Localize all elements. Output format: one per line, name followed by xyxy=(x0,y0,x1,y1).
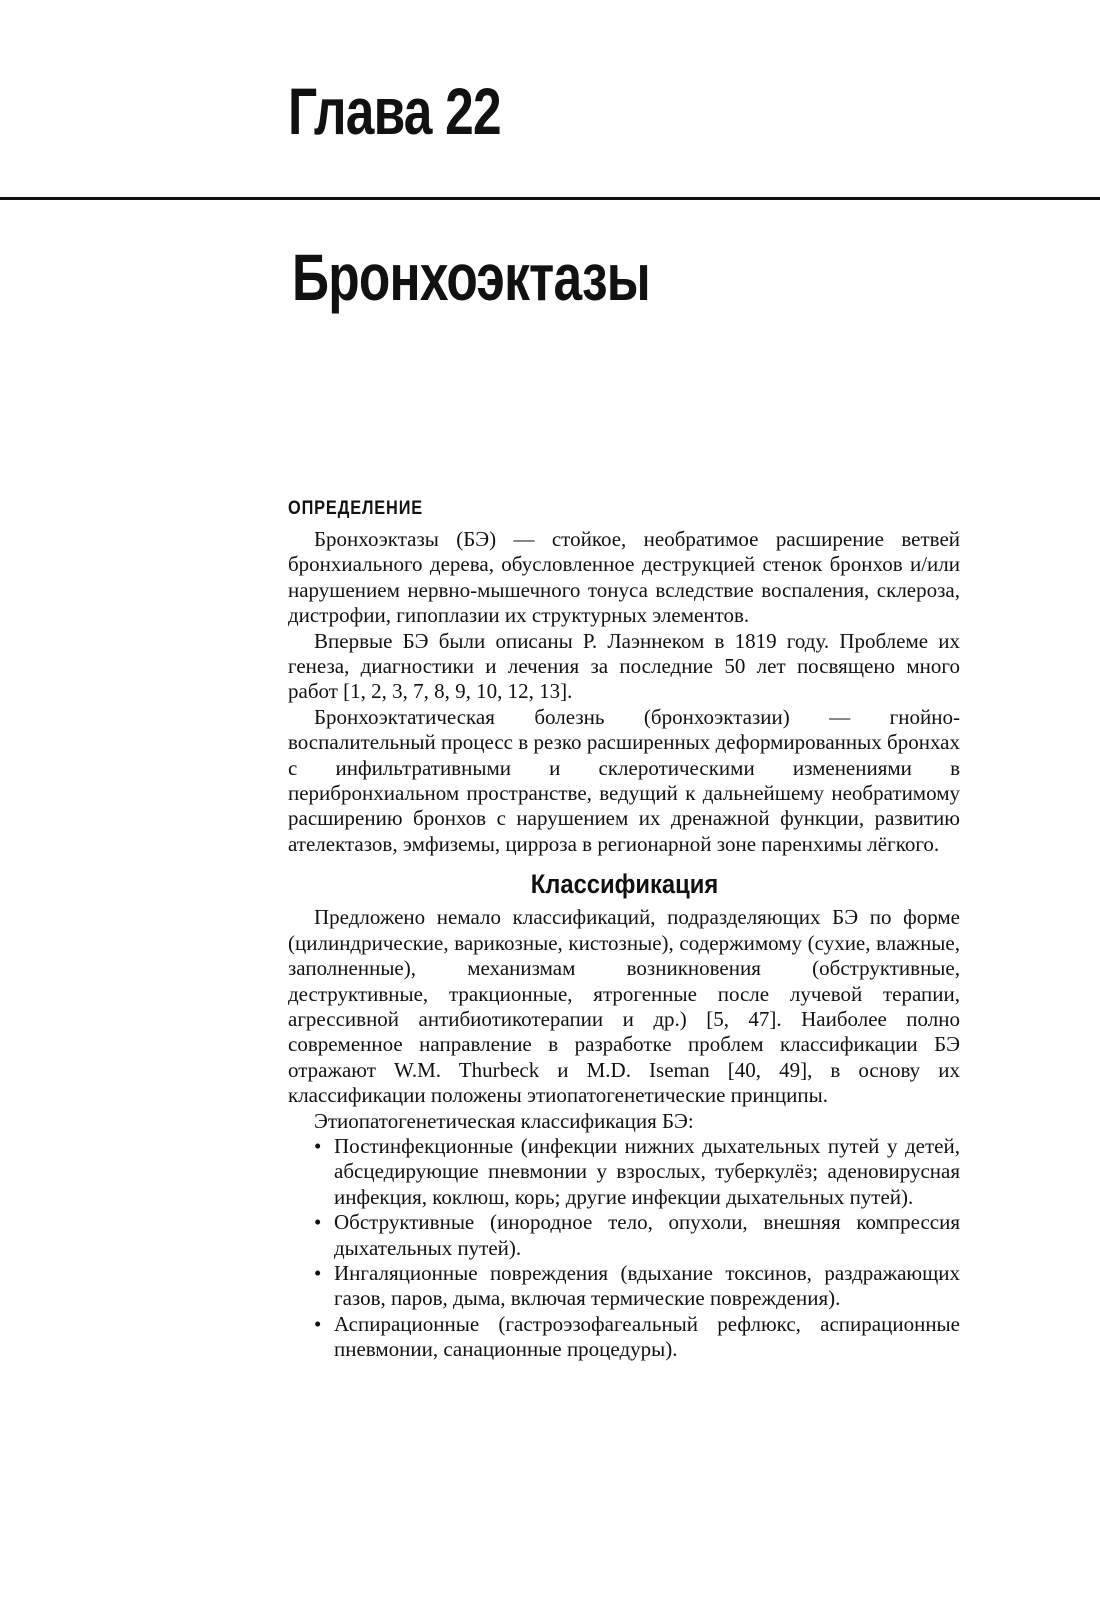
list-item xyxy=(314,1261,960,1312)
classification-heading-text: Классификация xyxy=(530,869,718,900)
definition-section xyxy=(288,496,960,857)
definition-paragraph: Бронхоэктазы (БЭ) — стойкое, необратимое расширение ветвей бронхиального дерева, обусловленное деструкцией стенок бронхов и/или нарушением нервно-мышечного тонуса вследствие воспаления, склероза, дистрофии, гипоплазии их структурных элементов. xyxy=(288,527,960,628)
chapter-title: Бронхоэктазы xyxy=(292,240,650,314)
list-item-text: Обструктивные (инородное тело, опухоли, внешняя компрессия дыхательных путей). xyxy=(334,1210,960,1260)
bullet-icon: • xyxy=(314,1311,322,1336)
classification-section xyxy=(288,867,960,1362)
chapter-body xyxy=(288,496,960,1363)
list-item-text: Аспирационные (гастроэзофагеальный рефлюкс, аспирационные пневмонии, санационные процедуры). xyxy=(334,1311,960,1362)
disease-paragraph: Бронхоэктатическая болезнь (бронхоэктазии) — гнойно-воспалительный процесс в резко расширенных деформированных бронхах с инфильтративными и склеротическими изменениями в перибронхиальном пространстве, ведущий к дальнейшему необратимому расширению бронхов с нарушением их дренажной функции, развитию ателектазов, эмфиземы, цирроза в регионарной зоне паренхимы лёгкого. xyxy=(288,704,960,856)
definition-heading: ОПРЕДЕЛЕНИЕ xyxy=(288,498,424,519)
list-item xyxy=(314,1210,960,1261)
classification-list xyxy=(288,1134,960,1363)
list-item-text: Постинфекционные (инфекции нижних дыхательных путей у детей, абсцедирующие пневмонии у взрослых, туберкулёз; аденовирусная инфекция, коклюш, корь; другие инфекции дыхательных путей). xyxy=(334,1133,960,1209)
chapter-divider xyxy=(0,197,1100,200)
list-item xyxy=(314,1312,960,1363)
classification-paragraph: Предложено немало классификаций, подразделяющих БЭ по форме (цилиндрические, варикозные, кистозные), содержимому (сухие, влажные, заполненные), механизмам возникновения (обструктивные, деструктивные, тракционные, ятрогенные после лучевой терапии, агрессивной антибиотикотерапии и др.) [5, 47]. Наиболее полно современное направление в разработке проблем классификации БЭ отражают W.M. Thurbeck и M.D. Iseman [40, 49], в основу их классификации положены этиопатогенетические принципы. xyxy=(288,905,960,1108)
bullet-icon: • xyxy=(314,1210,322,1235)
classification-heading xyxy=(288,867,960,901)
bullet-icon: • xyxy=(314,1260,322,1285)
list-item xyxy=(314,1134,960,1210)
chapter-number: Глава 22 xyxy=(288,74,501,148)
list-item-text: Ингаляционные повреждения (вдыхание токсинов, раздражающих газов, паров, дыма, включая термические повреждения). xyxy=(334,1260,960,1311)
classification-list-intro: Этиопатогенетическая классификация БЭ: xyxy=(314,1108,694,1133)
history-paragraph: Впервые БЭ были описаны Р. Лаэннеком в 1819 году. Проблеме их генеза, диагностики и лечения за последние 50 лет посвящено много работ [1, 2, 3, 7, 8, 9, 10, 12, 13]. xyxy=(288,628,960,704)
bullet-icon: • xyxy=(314,1133,322,1158)
